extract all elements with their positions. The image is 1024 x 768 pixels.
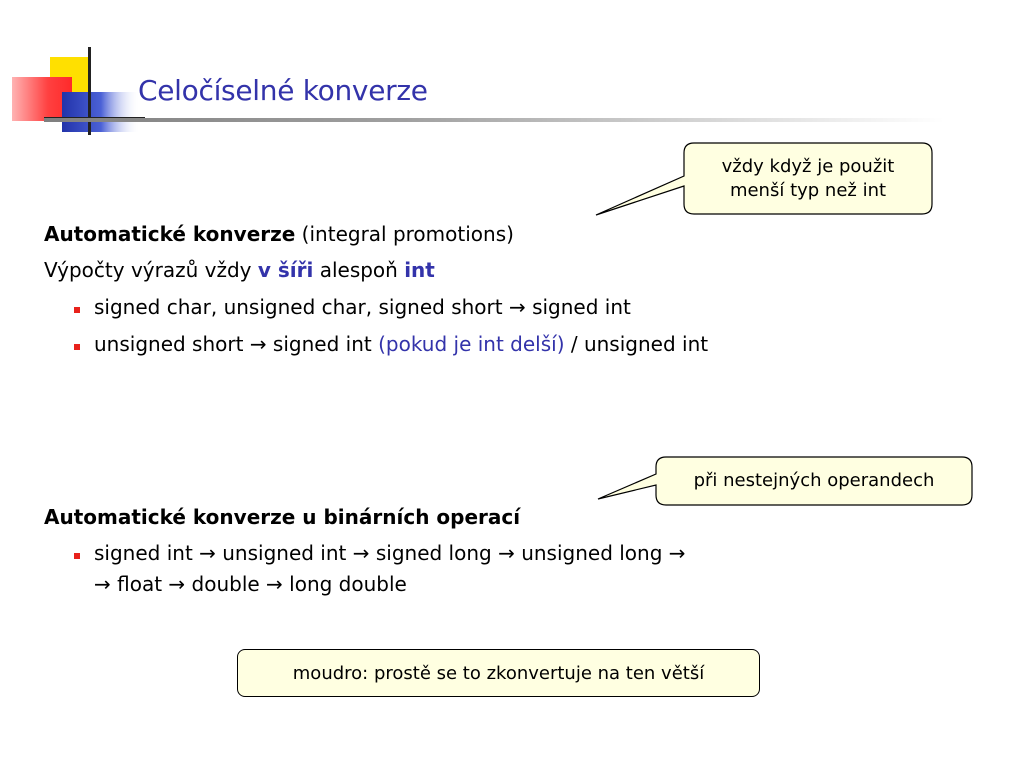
bullet2-part5: / unsigned int [564,332,709,356]
subline-emph-width: v šíři [257,258,314,282]
page-title: Celočíselné konverze [138,74,428,107]
note-box [237,649,760,697]
bullet-marker [74,344,80,350]
bullet2-part1: unsigned short [94,332,250,356]
section1-subline [44,258,435,282]
arrow-icon: → [508,295,526,319]
arrow-icon: → [249,332,267,356]
callout-1-text [684,155,932,203]
section1-heading-bold: Automatické konverze [44,222,296,246]
callout-2-text [656,469,972,493]
bullet-item-3-line1: signed int → unsigned int → signed long → unsigned long → [94,541,686,565]
callout-1-line2: menší typ než int [729,180,887,201]
callout-2-line: při nestejných operandech [693,470,935,491]
bullet1-part1: signed char, unsigned char, signed short [94,295,509,319]
section1-heading-rest: (integral promotions) [295,222,514,246]
note-text: moudro: prostě se to zkonvertuje na ten větší [292,662,705,684]
subline-prefix: Výpočty výrazů vždy [44,258,258,282]
bullet-item-1 [94,295,631,319]
bullet-marker [74,553,80,559]
bullet2-note: (pokud je int delší) [378,332,565,356]
section1-heading [44,222,514,246]
bullet1-part3: signed int [525,295,631,319]
bullet2-part3: signed int [266,332,379,356]
bullet-item-3-line2: → float → double → long double [94,572,407,596]
bullet-marker [74,307,80,313]
callout-1-line1: vždy když je použit [721,156,895,177]
subline-emph-int: int [404,258,435,282]
bullet-item-2 [94,332,708,356]
section2-heading: Automatické konverze u binárních operací [44,505,521,529]
subline-mid: alespoň [313,258,405,282]
